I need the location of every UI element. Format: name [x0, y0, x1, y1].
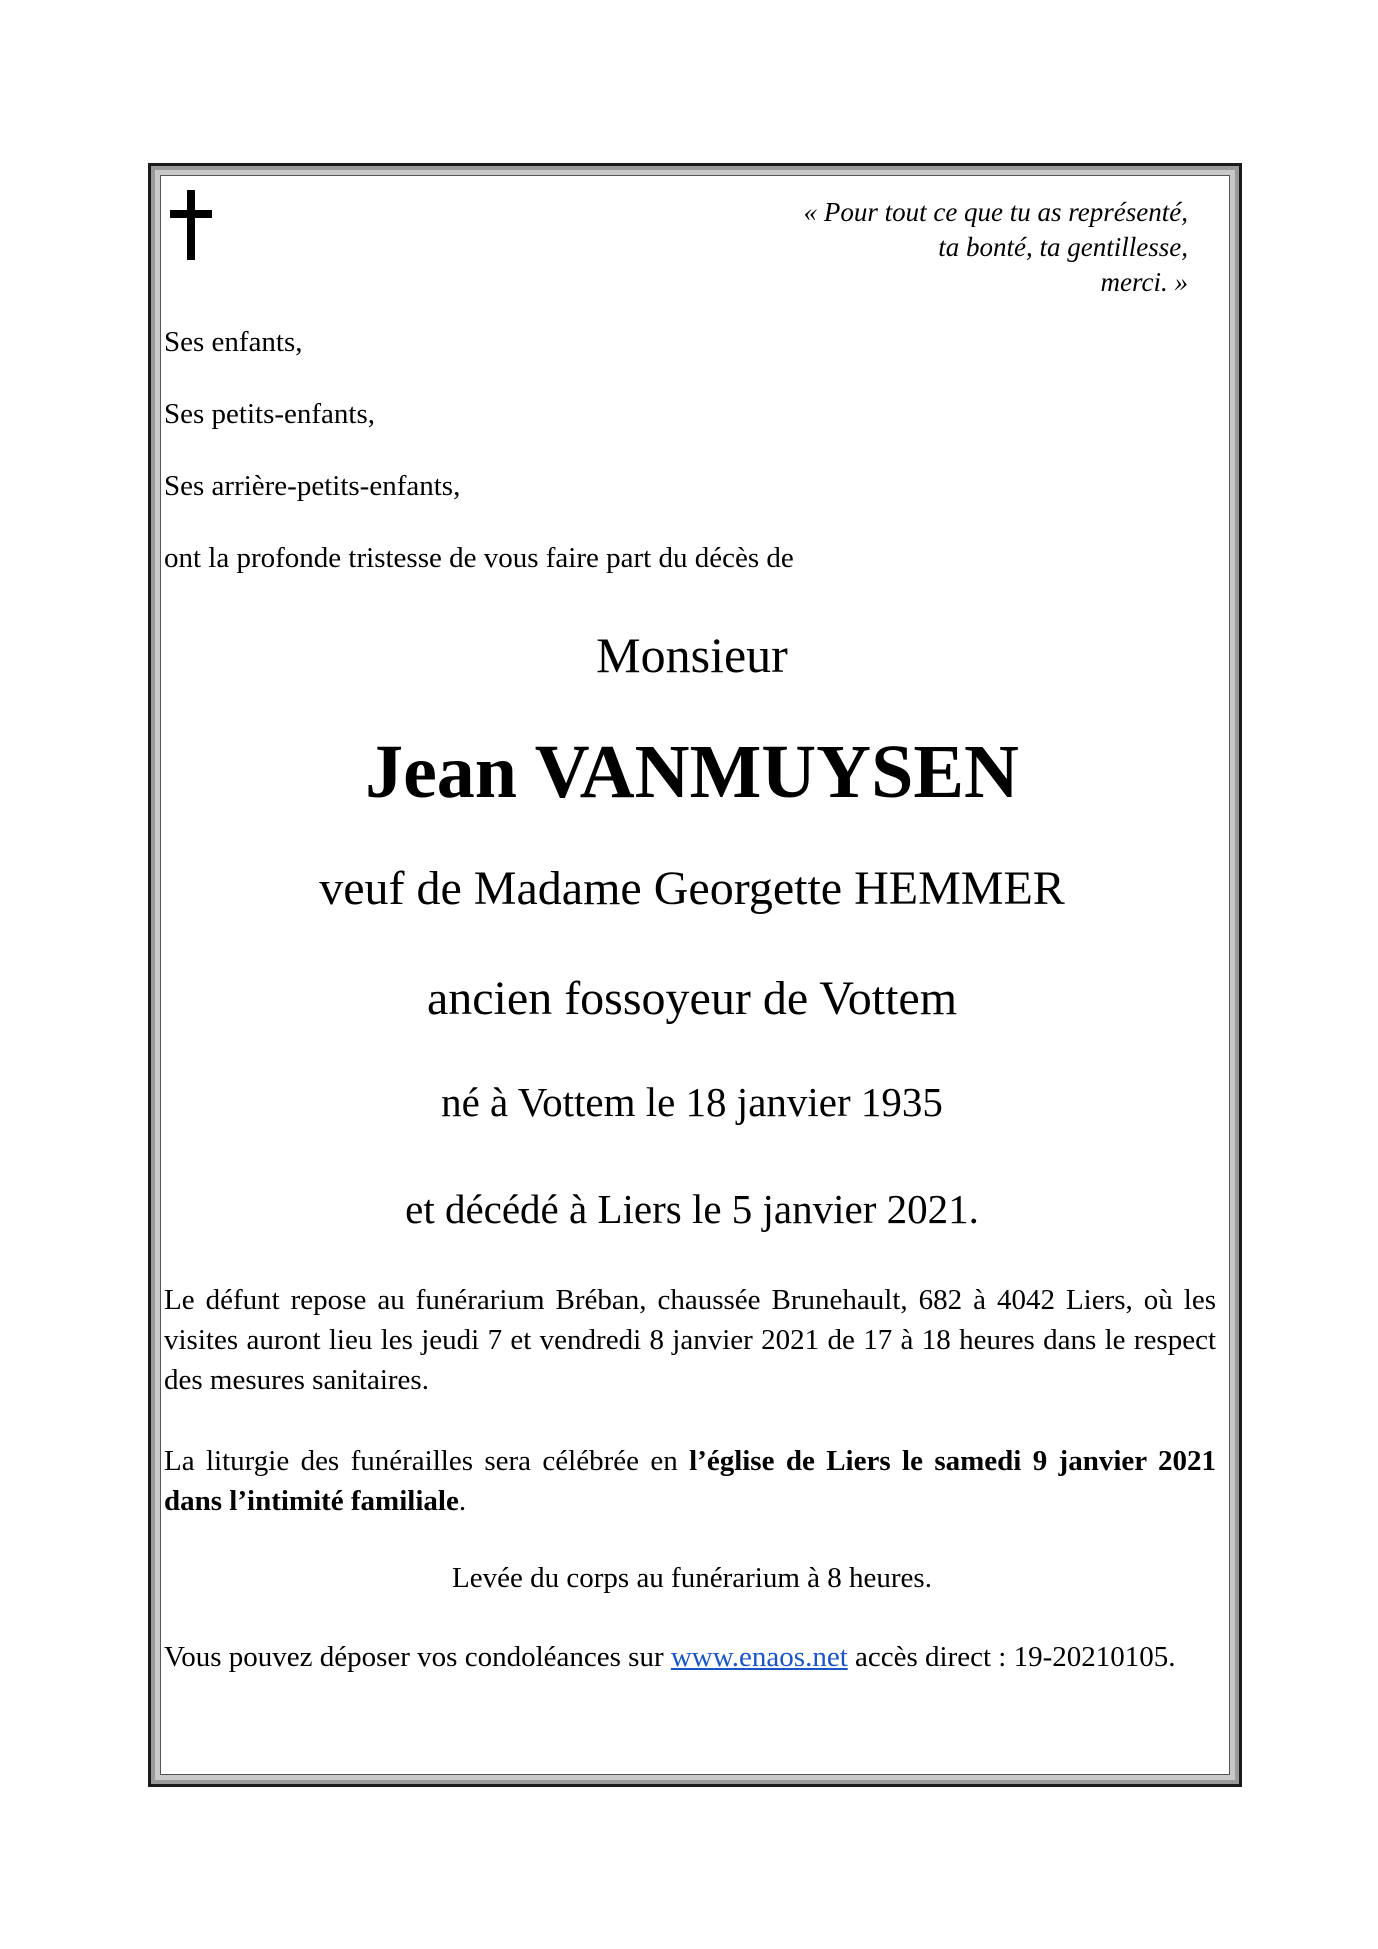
condolences-paragraph — [164, 1637, 1216, 1677]
condolences-text-before: Vous pouvez déposer vos condoléances sur — [164, 1641, 671, 1673]
quote-line-2: ta bonté, ta gentillesse, — [938, 232, 1188, 262]
deceased-death: et décédé à Liers le 5 janvier 2021. — [405, 1186, 979, 1232]
family-great-grandchildren: Ses arrière-petits-enfants, — [164, 470, 461, 502]
family-children: Ses enfants, — [164, 326, 303, 358]
deceased-spouse: veuf de Madame Georgette HEMMER — [319, 862, 1065, 915]
deceased-name: Jean VANMUYSEN — [365, 730, 1019, 814]
cross-icon — [168, 190, 214, 260]
family-grandchildren: Ses petits-enfants, — [164, 398, 376, 430]
deceased-birth: né à Vottem le 18 janvier 1935 — [441, 1079, 943, 1125]
condolences-link[interactable]: www.enaos.net — [670, 1641, 848, 1673]
quote-line-3: merci. » — [1100, 267, 1188, 297]
epigraph-quote — [804, 195, 1188, 300]
funeral-bold-text: l’église de Liers le samedi 9 janvier 2021 dans l’intimité familiale — [164, 1445, 1216, 1517]
deceased-occupation: ancien fossoyeur de Vottem — [426, 972, 958, 1025]
visitation-paragraph: Le défunt repose au funérarium Bréban, chaussée Brunehault, 682 à 4042 Liers, où les visites auront lieu les jeudi 7 et vendredi 8 janvier 2021 de 17 à 18 heures dans le respect des mesures sanitaires. — [164, 1284, 1216, 1396]
notice-content — [164, 180, 1220, 1770]
announcement-line: ont la profonde tristesse de vous faire part du décès de — [164, 542, 794, 574]
funeral-paragraph — [164, 1441, 1216, 1521]
funeral-text-before: La liturgie des funérailles sera célébrée en — [164, 1445, 690, 1477]
quote-line-1: « Pour tout ce que tu as représenté, — [803, 197, 1188, 227]
deceased-honorific: Monsieur — [596, 627, 788, 683]
funeral-text-after: . — [458, 1485, 467, 1517]
levee-line: Levée du corps au funérarium à 8 heures. — [452, 1562, 932, 1594]
condolences-text-after: accès direct : 19-20210105. — [847, 1641, 1176, 1673]
